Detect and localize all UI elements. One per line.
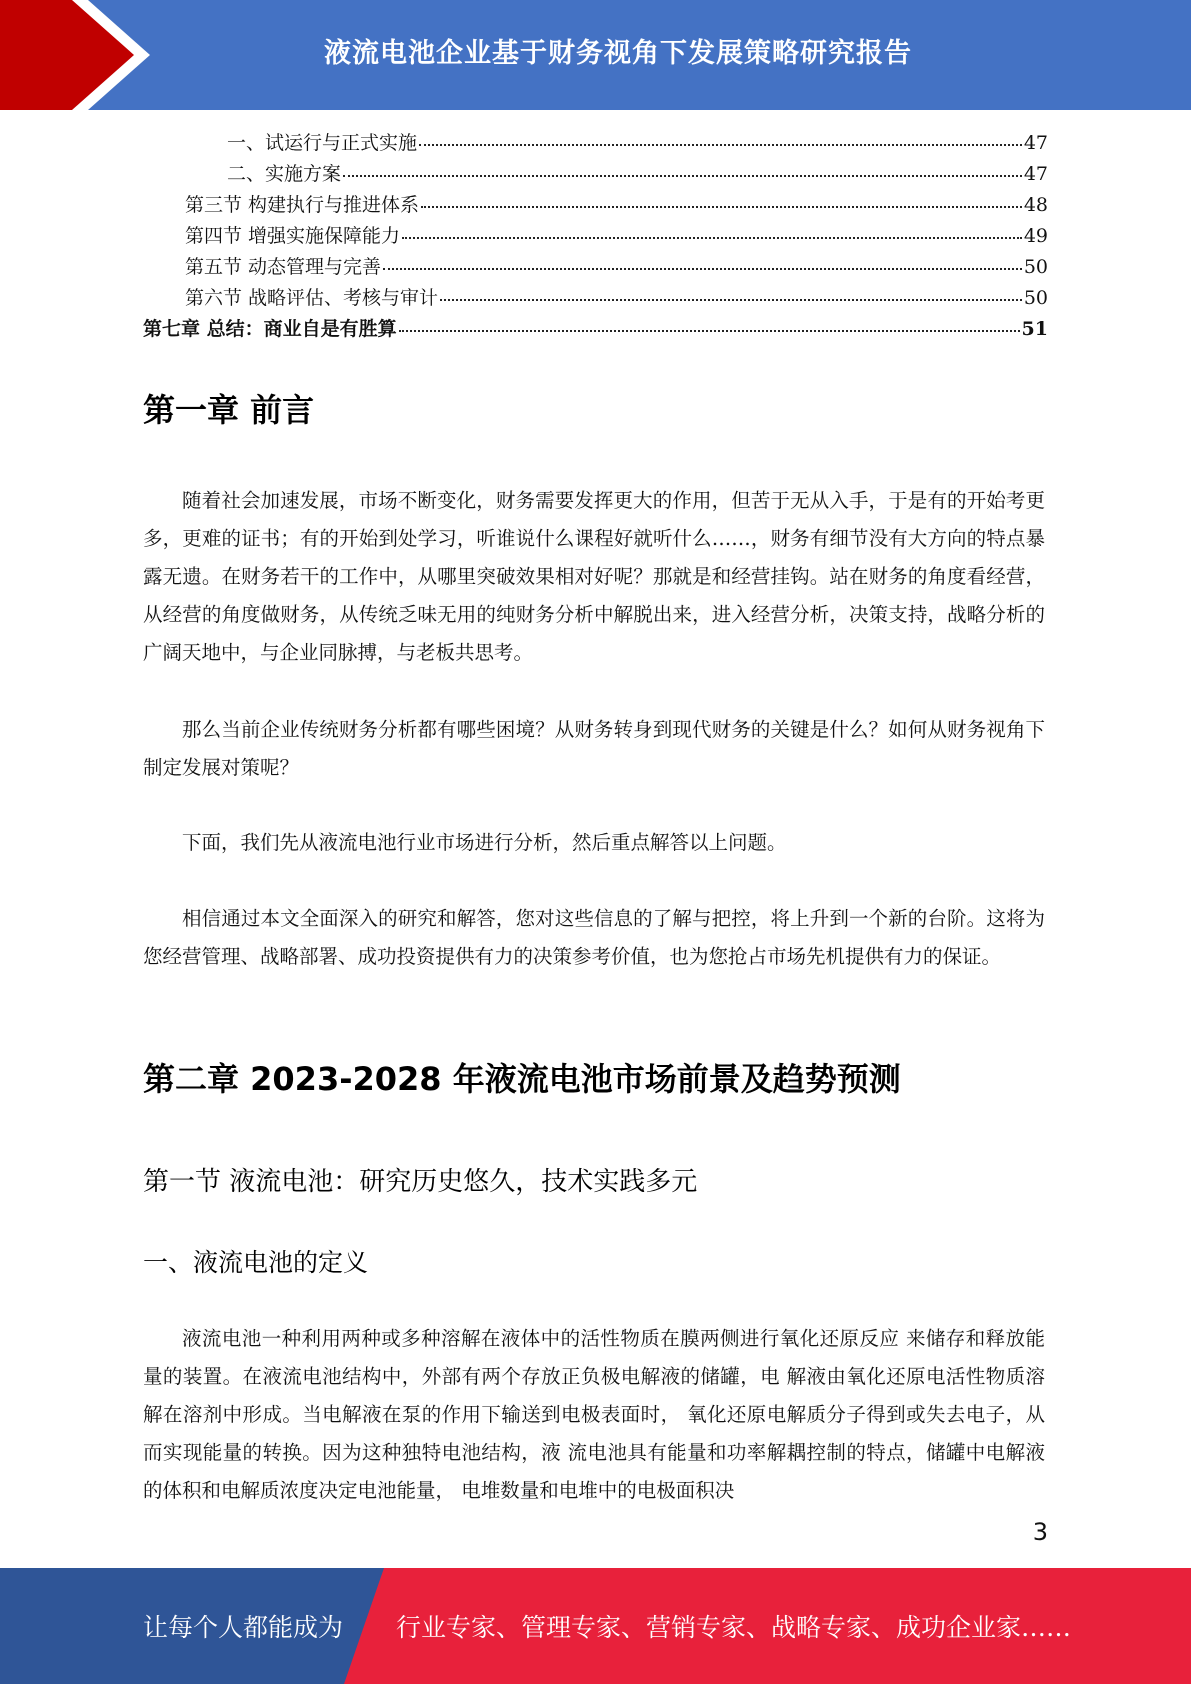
- toc-entry-label: 第七章 总结：商业自是有胜算: [143, 318, 397, 340]
- toc-entry[interactable]: [143, 314, 1048, 345]
- page-footer: [0, 1568, 1191, 1684]
- toc-leader-dots: [343, 175, 1022, 177]
- toc-leader-dots: [402, 237, 1022, 239]
- toc-entry-page: 49: [1023, 225, 1048, 247]
- toc-entry-label: 二、实施方案: [227, 163, 342, 185]
- chapter-1-paragraph-1: 随着社会加速发展，市场不断变化，财务需要发挥更大的作用，但苦于无从入手，于是有的开始考更多，更难的证书；有的开始到处学习，听谁说什么课程好就听什么……，财务有细节没有大方向的特点暴露无遗。在财务若干的工作中，从哪里突破效果相对好呢？那就是和经营挂钩。站在财务的角度看经营，从经营的角度做财务，从传统乏味无用的纯财务分析中解脱出来，进入经营分析，决策支持，战略分析的广阔天地中，与企业同脉搏，与老板共思考。: [143, 489, 1045, 664]
- toc-entry-label: 一、试运行与正式实施: [227, 132, 418, 154]
- toc-entry-page: 50: [1023, 287, 1048, 309]
- toc-entry-page: 47: [1023, 132, 1048, 154]
- toc-entry-label: 第六节 战略评估、考核与审计: [185, 287, 439, 309]
- chapter-1-title: 第一章 前言: [143, 391, 315, 429]
- toc-entry[interactable]: [143, 221, 1048, 252]
- toc-entry-page: 50: [1023, 256, 1048, 278]
- chapter-1-paragraph-3: 下面，我们先从液流电池行业市场进行分析，然后重点解答以上问题。: [182, 831, 787, 854]
- chapter-2-title: 第二章 2023-2028 年液流电池市场前景及趋势预测: [143, 1060, 901, 1098]
- toc-entry-page: 47: [1023, 163, 1048, 185]
- toc-leader-dots: [419, 144, 1022, 146]
- subsection-1-title: 一、液流电池的定义: [143, 1248, 369, 1277]
- document-title: 液流电池企业基于财务视角下发展策略研究报告: [324, 37, 912, 69]
- toc-entry[interactable]: [143, 190, 1048, 221]
- toc-entry-page: 51: [1021, 318, 1048, 340]
- toc-leader-dots: [421, 206, 1022, 208]
- toc-entry[interactable]: [143, 128, 1048, 159]
- toc-entry-page: 48: [1023, 194, 1048, 216]
- table-of-contents: [143, 128, 1048, 345]
- toc-entry[interactable]: [143, 252, 1048, 283]
- toc-entry[interactable]: [143, 159, 1048, 190]
- page-header: [0, 0, 1191, 110]
- page-number: 3: [1032, 1518, 1048, 1546]
- chapter-1-paragraph-4: 相信通过本文全面深入的研究和解答，您对这些信息的了解与把控，将上升到一个新的台阶。这将为您经营管理、战略部署、成功投资提供有力的决策参考价值，也为您抢占市场先机提供有力的保证。: [143, 907, 1045, 968]
- toc-entry-label: 第五节 动态管理与完善: [185, 256, 382, 278]
- toc-entry-label: 第四节 增强实施保障能力: [185, 225, 401, 247]
- footer-slogan-left: 让每个人都能成为: [143, 1613, 344, 1642]
- footer-slogan-right: 行业专家、管理专家、营销专家、战略专家、成功企业家……: [396, 1613, 1072, 1642]
- section-1-title: 第一节 液流电池：研究历史悠久，技术实践多元: [143, 1167, 698, 1197]
- toc-entry[interactable]: [143, 283, 1048, 314]
- chapter-2-paragraph-1: 液流电池一种利用两种或多种溶解在液体中的活性物质在膜两侧进行氧化还原反应 来储存和释放能量的装置。在液流电池结构中，外部有两个存放正负极电解液的储罐，电 解液由氧化还原电活性物质溶解在溶剂中形成。当电解液在泵的作用下输送到电极表面时， 氧化还原电解质分子得到或失去电子，从而实现能量的转换。因为这种独特电池结构，液 流电池具有能量和功率解耦控制的特点，储罐中电解液的体积和电解质浓度决定电池能量， 电堆数量和电堆中的电极面积决: [143, 1327, 1045, 1502]
- toc-entry-label: 第三节 构建执行与推进体系: [185, 194, 420, 216]
- chapter-1-paragraph-2: 那么当前企业传统财务分析都有哪些困境？从财务转身到现代财务的关键是什么？如何从财务视角下制定发展对策呢？: [143, 718, 1045, 779]
- toc-leader-dots: [440, 299, 1022, 301]
- toc-leader-dots: [383, 268, 1022, 270]
- toc-leader-dots: [399, 330, 1020, 332]
